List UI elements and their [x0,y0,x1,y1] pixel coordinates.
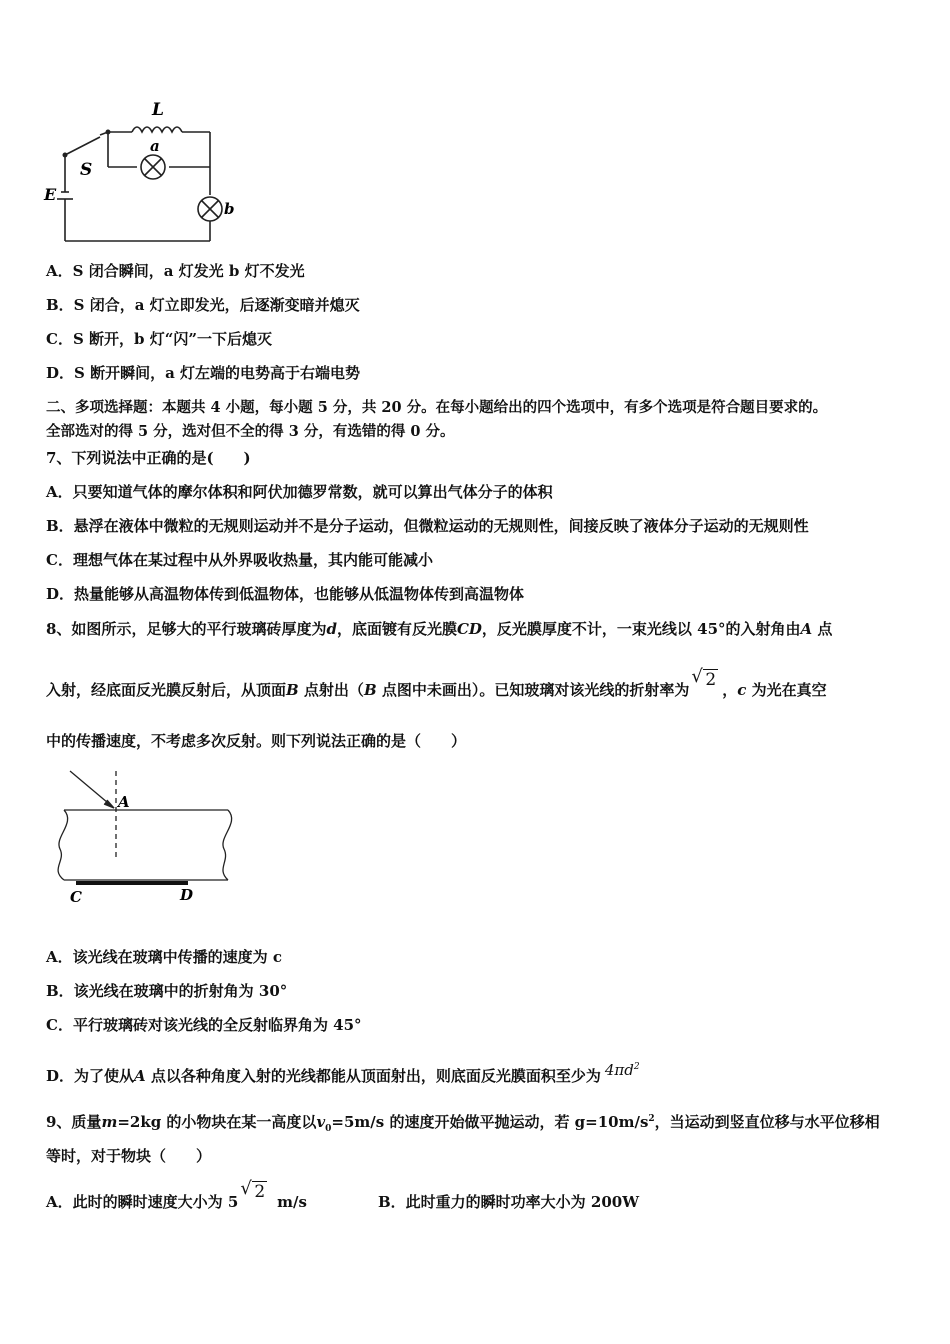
label-L: L [152,100,164,120]
label-S: S [80,160,93,180]
q6-option-b: B．S 闭合，a 灯立即发光，后逐渐变暗并熄灭 [46,296,360,314]
sqrt-2-symbol: √ 2 [693,670,718,690]
q6-option-d: D．S 断开瞬间，a 灯左端的电势高于右端电势 [46,364,361,382]
q6-option-c: C．S 断开，b 灯“闪”一下后熄灭 [46,330,272,348]
q7-option-c: C．理想气体在某过程中从外界吸收热量，其内能可能减小 [46,551,433,569]
q8-option-a: A．该光线在玻璃中传播的速度为 c [46,948,282,966]
q7-option-a: A．只要知道气体的摩尔体积和阿伏加德罗常数，就可以算出气体分子的体积 [46,483,553,501]
q9-option-a: A．此时的瞬时速度大小为 5√ 2 m/s [46,1192,307,1212]
section2-heading-line1: 二、多项选择题：本题共 4 小题，每小题 5 分，共 20 分。在每小题给出的四个选项中，有多个选项是符合题目要求的。 [46,399,828,416]
label-b: b [224,200,235,218]
label-E: E [44,185,57,204]
label-point-c: C [70,888,82,906]
area-formula: $4\pi d^2$ [604,1061,640,1079]
reflective-film-cd [76,881,188,885]
q8-stem-line3: 中的传播速度，不考虑多次反射。则下列说法正确的是（ ） [46,732,467,750]
q7-option-d: D．热量能够从高温物体传到低温物体，也能够从低温物体传到高温物体 [46,585,525,603]
circuit-diagram [40,95,250,250]
q8-stem-line2: 入射，经底面反光膜反射后，从顶面B 点射出（B 点图中未画出）。已知玻璃对该光线的折射率为√ 2 ，c 为光在真空 [46,680,827,700]
label-a: a [150,137,160,155]
q8-stem-line1: 8、如图所示，足够大的平行玻璃砖厚度为d，底面镀有反光膜CD，反光膜厚度不计，一束光线以 45°的入射角由A 点 [46,620,833,638]
q8-option-d: D．为了使从A 点以各种角度入射的光线都能从顶面射出，则底面反光膜面积至少为 $4\pi d^2$ [46,1061,640,1085]
section2-heading-line2: 全部选对的得 5 分，选对但不全的得 3 分，有选错的得 0 分。 [46,423,455,440]
sqrt-2-symbol: √ 2 [242,1182,267,1202]
q9-option-b: B．此时重力的瞬时功率大小为 200W [378,1193,640,1211]
q7-stem: 7、下列说法中正确的是( ) [46,449,251,467]
q9-stem-line1: 9、质量m=2kg 的小物块在某一高度以$v_0=5m/s$ 的速度开始做平抛运动，若 $g=10m/s^2$，当运动到竖直位移与水平位移相 [46,1113,880,1134]
q8-option-b: B．该光线在玻璃中的折射角为 30° [46,982,288,1000]
q8-option-c: C．平行玻璃砖对该光线的全反射临界角为 45° [46,1016,362,1034]
label-point-a: A [118,793,130,811]
label-point-d: D [180,886,194,904]
glass-block-diagram [50,765,245,915]
inductor-coil [132,127,182,132]
q6-option-a: A．S 闭合瞬间，a 灯发光 b 灯不发光 [46,262,305,280]
q7-option-b: B．悬浮在液体中微粒的无规则运动并不是分子运动，但微粒运动的无规则性，间接反映了液体分子运动的无规则性 [46,517,809,535]
switch-s [65,137,100,155]
q9-stem-line2: 等时，对于物块（ ） [46,1147,212,1165]
